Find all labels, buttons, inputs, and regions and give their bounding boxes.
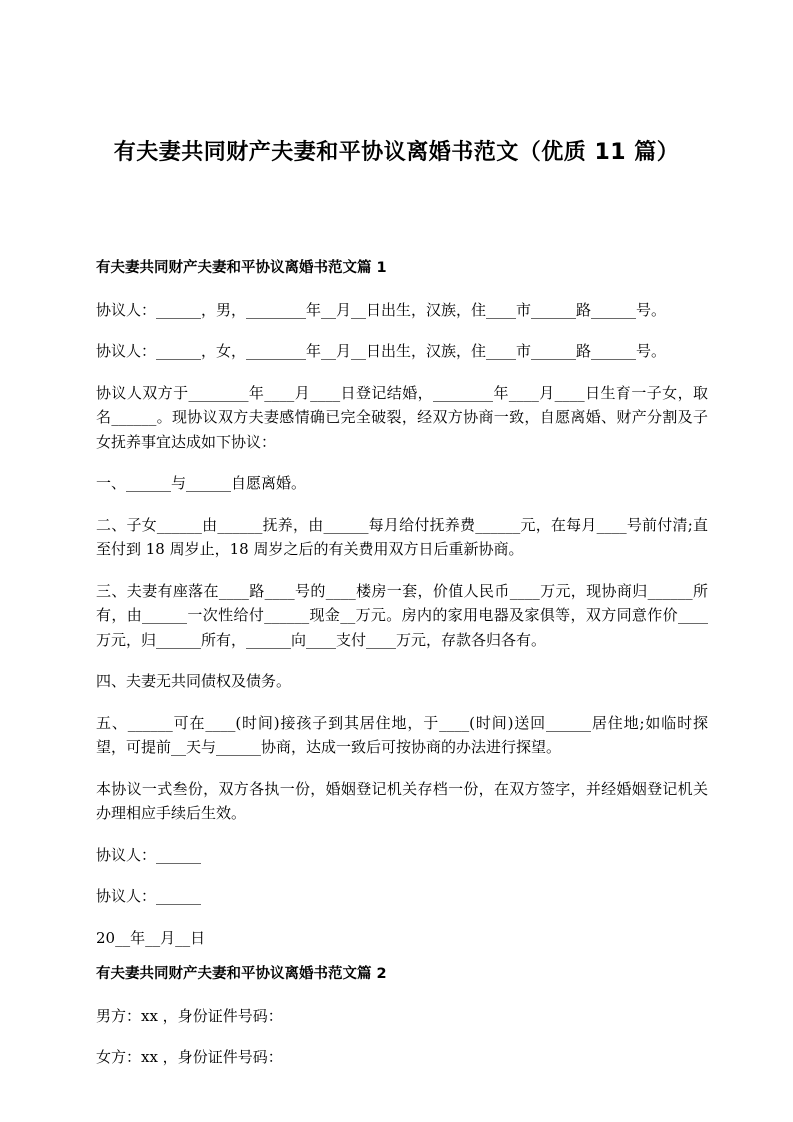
- closing-paragraph: 本协议一式叁份，双方各执一份，婚姻登记机关存档一份，在双方签字，并经婚姻登记机关办理相应手续后生效。: [96, 779, 708, 822]
- section-heading-2: 有夫妻共同财产夫妻和平协议离婚书范文篇 2: [96, 966, 387, 982]
- document-body: [96, 256, 708, 1087]
- clause-4: 四、夫妻无共同债权及债务。: [96, 672, 292, 690]
- signature-line-1: 协议人：______: [96, 845, 202, 864]
- clause-3: 三、夫妻有座落在____路____号的____楼房一套，价值人民币____万元，现协商归______所有，由______一次性给付______现金__万元。房内的家用电器及家俱等，双方同意作价____万元，归______所有，______向____支付____万元，存款各归各有。: [96, 581, 708, 649]
- section-heading-1: 有夫妻共同财产夫妻和平协议离婚书范文篇 1: [96, 260, 387, 276]
- clause-1: 一、______与______自愿离婚。: [96, 474, 307, 492]
- signature-line-2: 协议人：______: [96, 887, 202, 905]
- clause-5: 五、______可在____(时间)接孩子到其居住地，于____(时间)送回______居住地;如临时探望，可提前__天与______协商，达成一致后可按协商的办法进行探望。: [96, 713, 708, 756]
- document-title: 有夫妻共同财产夫妻和平协议离婚书范文（优质 11 篇）: [113, 140, 680, 165]
- party-1-paragraph: 协议人：______，男，________年__月__日出生，汉族，住____市______路______号。: [96, 300, 667, 319]
- intro-paragraph: 协议人双方于________年____月____日登记结婚，________年____月____日生育一子女，取名______。现协议双方夫妻感情确已完全破裂，经双方协商一致，自愿离婚、财产分割及子女抚养事宜达成如下协议：: [96, 383, 708, 451]
- male-party-line: 男方：xx ，身份证件号码：: [96, 1006, 283, 1025]
- date-line: 20__年__月__日: [96, 928, 206, 947]
- female-party-line: 女方：xx ，身份证件号码：: [96, 1048, 283, 1066]
- party-2-paragraph: 协议人：______，女，________年__月__日出生，汉族，住____市______路______号。: [96, 342, 667, 360]
- clause-2: 二、子女______由______抚养，由______每月给付抚养费______元，在每月____号前付清;直至付到 18 周岁止，18 周岁之后的有关费用双方日后重新协商。: [96, 515, 708, 558]
